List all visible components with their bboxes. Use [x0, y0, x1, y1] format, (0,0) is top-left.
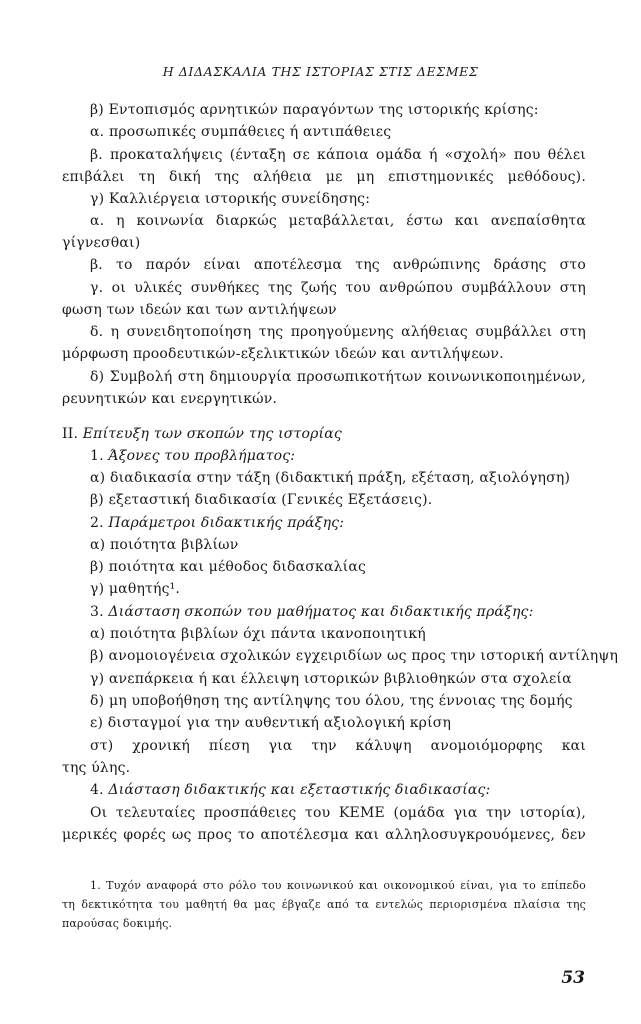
text-line: α) διαδικασία στην τάξη (διδακτική πράξη, εξέταση, αξιολόγηση): [90, 470, 571, 486]
footnote-line: παρούσας δοκιμής.: [62, 917, 173, 930]
text-line: γ) μαθητής¹.: [90, 581, 181, 597]
text-line: μόρφωση προοδευτικών-εξελικτικών ιδεών και αντιλήψεων.: [62, 346, 504, 362]
heading-text: Διάσταση διδακτικής και εξεταστικής διαδικασίας:: [108, 782, 491, 798]
text-line: β) Εντοπισμός αρνητικών παραγόντων της ιστορικής κρίσης:: [90, 102, 539, 118]
item-number: 4.: [90, 782, 109, 798]
item-number: II.: [62, 426, 83, 442]
heading-text: Παράμετροι διδακτικής πράξης:: [108, 515, 345, 531]
item-number: 1.: [90, 448, 109, 464]
text-line: δ. η συνειδητοποίηση της προηγούμενης αλήθειας συμβάλλει στη: [90, 324, 586, 340]
text-line: β. προκαταλήψεις (ένταξη σε κάποια ομάδα ή «σχολή» που θέλει: [90, 147, 586, 163]
item-number: 3.: [90, 604, 109, 620]
footnote-line: 1. Τυχόν αναφορά στο ρόλο του κοινωνικού και οικονομικού είναι, για το επίπεδο: [90, 879, 586, 892]
text-line: α) ποιότητα βιβλίων: [90, 537, 239, 553]
text-line: γ) ανεπάρκεια ή και έλλειψη ιστορικών βιβλιοθηκών στα σχολεία: [90, 671, 572, 687]
text-line: [90, 603, 586, 621]
text-line: α. προσωπικές συμπάθειες ή αντιπάθειες: [90, 124, 392, 140]
text-line: επιβάλει τη δική της αλήθεια με μη επιστημονικές μεθόδους).: [62, 169, 586, 185]
text-line: της ύλης.: [62, 760, 131, 776]
text-line: γίγνεσθαι): [62, 235, 141, 251]
text-line: β) εξεταστική διαδικασία (Γενικές Εξετάσεις).: [90, 492, 433, 508]
text-line: ε) δισταγμοί για την αυθεντική αξιολογική κρίση: [90, 715, 452, 731]
text-line: ρευνητικών και ενεργητικών.: [62, 391, 278, 407]
text-line: [90, 447, 586, 465]
text-line: δ) μη υποβοήθηση της αντίληψης του όλου, της έννοιας της δομής: [90, 693, 573, 709]
text-line: [90, 514, 586, 532]
text-line: β) ανομοιογένεια σχολικών εγχειριδίων ως προς την ιστορική αντίληψη: [90, 648, 619, 664]
text-line: α) ποιότητα βιβλίων όχι πάντα ικανοποιητική: [90, 626, 426, 642]
text-line: γ) Καλλιέργεια ιστορικής συνείδησης:: [90, 191, 371, 207]
text-line: φωση των ιδεών και των αντιλήψεων: [62, 302, 337, 318]
text-line: δ) Συμβολή στη δημιουργία προσωπικοτήτων κοινωνικοποιημένων,: [90, 369, 586, 385]
heading-text: Επίτευξη των σκοπών της ιστορίας: [82, 426, 342, 442]
text-line: στ) χρονική πίεση για την κάλυψη ανομοιόμορφης και: [90, 738, 586, 754]
text-line: β. το παρόν είναι αποτέλεσμα της ανθρώπινης δράσης στο: [90, 257, 586, 273]
heading-text: Άξονες του προβλήματος:: [108, 448, 296, 464]
text-line: α. η κοινωνία διαρκώς μεταβάλλεται, έστω και ανεπαίσθητα: [90, 213, 586, 229]
footnote-line: τη δεκτικότητα του μαθητή θα μας έβγαζε από τα εντελώς περιορισμένα πλαίσια της: [62, 898, 586, 911]
text-line: Οι τελευταίες προσπάθειες του ΚΕΜΕ (ομάδα για την ιστορία),: [90, 805, 586, 821]
page-number: 53: [561, 968, 585, 988]
item-number: 2.: [90, 515, 109, 531]
text-line: β) ποιότητα και μέθοδος διδασκαλίας: [90, 559, 367, 575]
text-line: γ. οι υλικές συνθήκες της ζωής του ανθρώπου συμβάλλουν στη: [90, 280, 586, 296]
text-line: [62, 425, 586, 443]
text-line: [90, 781, 586, 799]
heading-text: Διάσταση σκοπών του μαθήματος και διδακτικής πράξης:: [108, 604, 534, 620]
running-header: Η ΔΙΔΑΣΚΑΛΙΑ ΤΗΣ ΙΣΤΟΡΙΑΣ ΣΤΙΣ ΔΕΣΜΕΣ: [162, 64, 479, 79]
text-line: μερικές φορές ως προς το αποτέλεσμα και αλληλοσυγκρουόμενες, δεν: [62, 827, 586, 843]
